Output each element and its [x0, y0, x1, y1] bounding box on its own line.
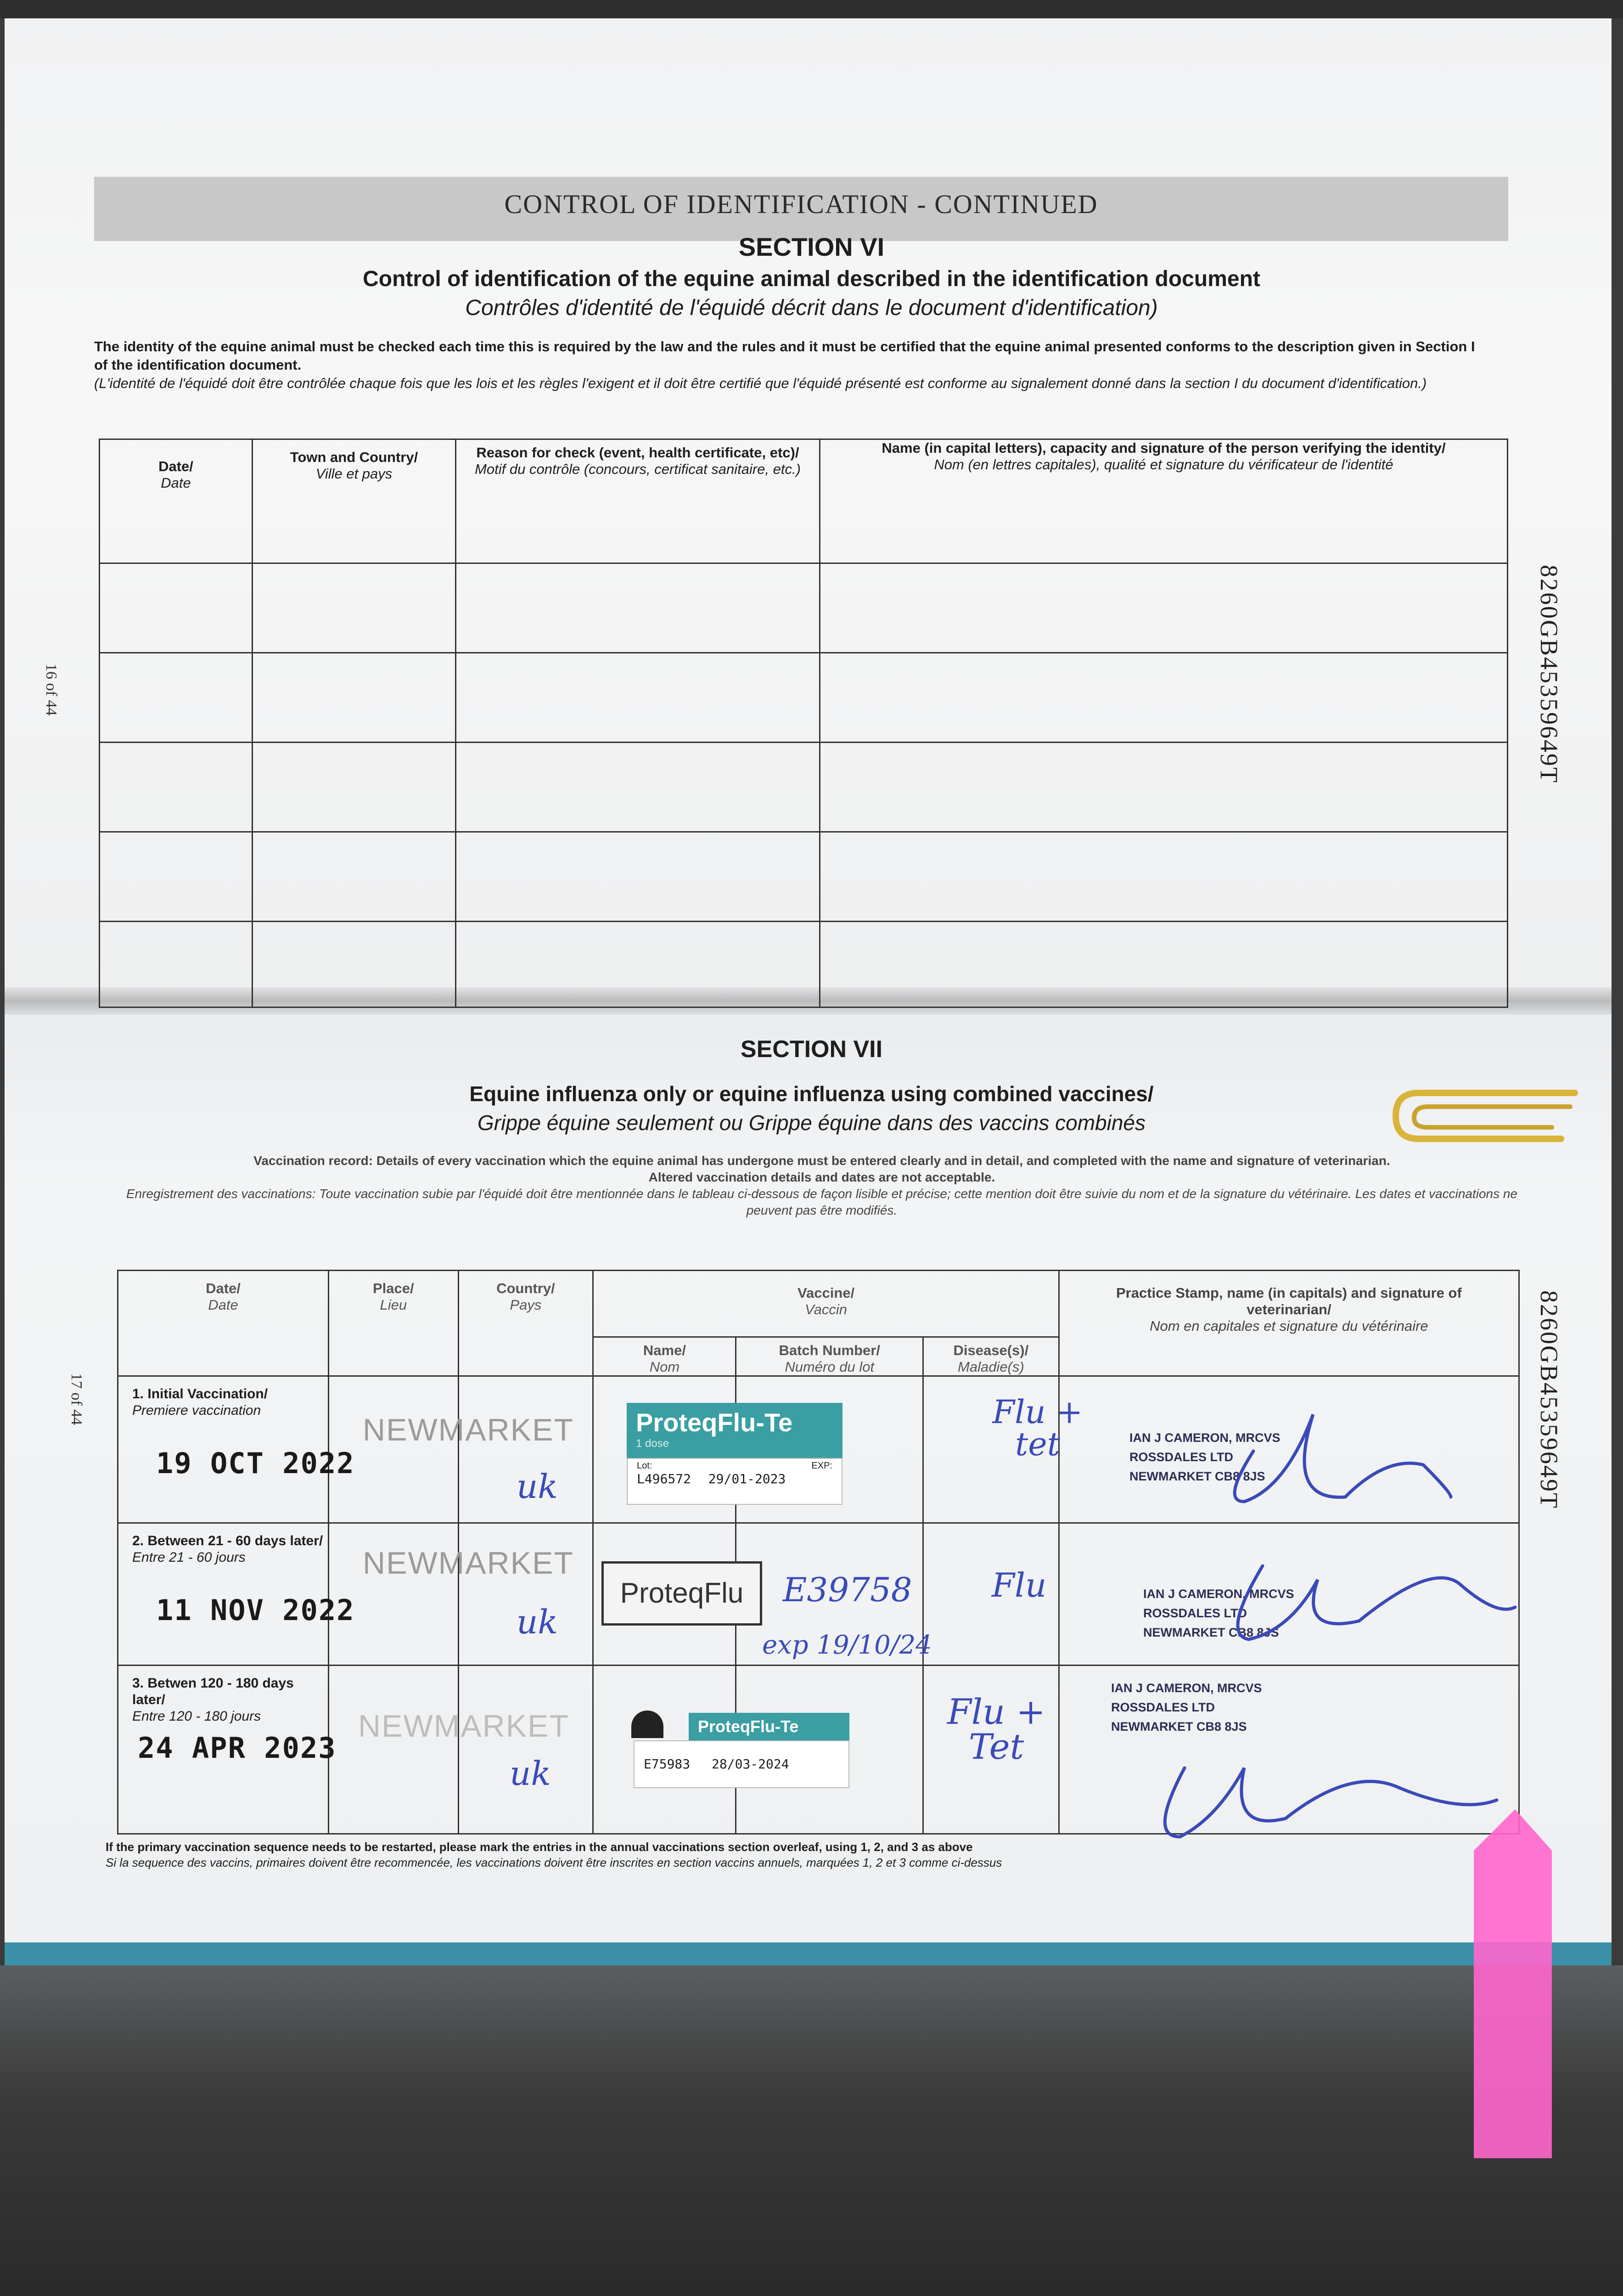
footnote-fr: Si la sequence des vaccins, primaires doivent être recommencée, les vaccinations doivent être inscrites en section vaccins annuels, marquées 1, 2 et 3 comme ci-dessus: [106, 1856, 1002, 1869]
col-town-en: Town and Country/: [290, 449, 418, 465]
col-town-fr: Ville et pays: [315, 466, 393, 482]
vaccination-record-intro: [124, 1153, 1520, 1219]
row-2-vet-town: NEWMARKET CB8 8JS: [1143, 1626, 1279, 1639]
col-reason: [456, 439, 820, 563]
row-3-country-handwritten: uk: [510, 1754, 551, 1793]
row-2-country-handwritten: uk: [517, 1603, 558, 1641]
identity-row: [100, 922, 1508, 1007]
row-3-vet-name: IAN J CAMERON, MRCVS: [1111, 1681, 1262, 1695]
col-verifier-fr: Nom (en lettres capitales), qualité et signature du vérificateur de l'identité: [934, 456, 1393, 473]
row-1-vaccine-sticker: [627, 1403, 842, 1504]
identity-table-header: [100, 439, 1508, 563]
row-3-place-stamp: NEWMARKET: [358, 1709, 569, 1744]
row-3-disease-handwritten: Flu + Tet: [947, 1691, 1045, 1767]
row-3-sticker-brand: ProteqFlu-Te: [689, 1713, 849, 1740]
row-2-date-stamp: 11 NOV 2022: [156, 1593, 355, 1627]
row-2-batch-expiry: exp 19/10/24: [762, 1630, 932, 1660]
identity-row: [100, 743, 1508, 832]
row-3-signature: [1139, 1727, 1515, 1851]
col-date-en: Date/: [158, 458, 193, 474]
cell[interactable]: [820, 653, 1508, 743]
row-2-vaccine-stamp: ProteqFlu: [601, 1561, 762, 1626]
row-3-country-cell[interactable]: [458, 1666, 593, 1834]
sticker-brand: [627, 1403, 842, 1458]
row-1-date-stamp: 19 OCT 2022: [156, 1446, 355, 1480]
cell[interactable]: [456, 653, 820, 743]
vacc-country-en: Country/: [496, 1280, 555, 1296]
row-2-country-cell[interactable]: [458, 1523, 593, 1666]
page-number-16: 16 of 44: [43, 664, 60, 716]
record-en: Vaccination record: Details of every vaccination which the equine animal has undergone must be entered clearly and in detail, and completed with the name and signature of veterinarian.: [253, 1154, 1390, 1168]
passport-id-number-upper: 8260GB45359649T: [1535, 565, 1563, 784]
row-2-batch-handwritten: E39758: [783, 1570, 912, 1609]
pink-page-tab[interactable]: [1469, 1805, 1556, 2163]
vacc-col-batch: [736, 1337, 923, 1376]
cell[interactable]: [100, 563, 253, 653]
vacc-date-en: Date/: [206, 1280, 241, 1296]
restart-footnote: [106, 1839, 1483, 1870]
scanner-bottom-area: [0, 1965, 1623, 2296]
row-3-label-fr: Entre 120 - 180 jours: [132, 1709, 261, 1724]
row-3-sticker-details: [634, 1740, 849, 1788]
sticker-exp-label: EXP:: [811, 1461, 832, 1471]
vacc-vaccine-en: Vaccine/: [797, 1285, 855, 1301]
sticker-brand-text: ProteqFlu-Te: [636, 1408, 793, 1437]
section-vi-intro: [94, 338, 1490, 393]
section-vii-title-en: Equine influenza only or equine influenza using combined vaccines/: [469, 1082, 1154, 1106]
section-vi-title: SECTION VI: [738, 232, 885, 261]
sticker-dose: 1 dose: [636, 1437, 669, 1450]
row-2-vet-name: IAN J CAMERON, MRCVS: [1143, 1587, 1294, 1601]
sticker-exp: 29/01-2023: [708, 1471, 786, 1486]
cell[interactable]: [100, 922, 253, 1007]
vacc-col-country: [458, 1271, 593, 1376]
identity-row: [100, 832, 1508, 922]
section-vi-title-en: Control of identification of the equine animal described in the identification document: [363, 267, 1260, 291]
footnote-en: If the primary vaccination sequence needs to be restarted, please mark the entries in the annual vaccinations section overleaf, using 1, 2, and 3 as above: [106, 1840, 973, 1854]
cell[interactable]: [100, 653, 253, 743]
col-reason-fr: Motif du contrôle (concours, certificat sanitaire, etc.): [475, 461, 801, 477]
cell[interactable]: [253, 832, 456, 922]
row-3-date-stamp: 24 APR 2023: [138, 1731, 337, 1765]
identity-check-table: [99, 439, 1508, 1008]
row-1-country-handwritten: uk: [517, 1467, 558, 1506]
col-date-fr: Date: [161, 475, 191, 491]
col-date: [100, 439, 253, 563]
row-3-sticker-lot: E75983: [644, 1756, 691, 1772]
row-1-vet-practice: ROSSDALES LTD: [1129, 1450, 1234, 1464]
paperclip-icon: [1387, 1079, 1579, 1171]
vacc-name-fr: Nom: [649, 1359, 680, 1375]
row-2-signature: [1194, 1552, 1533, 1662]
section-vii-title-fr: Grippe équine seulement ou Grippe équine dans des vaccins combinés: [477, 1111, 1146, 1135]
vacc-col-date: [118, 1271, 329, 1376]
vacc-place-fr: Lieu: [380, 1297, 407, 1313]
intro-en: The identity of the equine animal must be checked each time this is required by the law and the rules and it must be certified that the equine animal presented conforms to the description given in Section I of the identification document.: [94, 338, 1475, 373]
vacc-batch-en: Batch Number/: [779, 1342, 880, 1358]
vacc-country-fr: Pays: [510, 1297, 542, 1313]
row-1-signature: [1194, 1396, 1469, 1515]
cell[interactable]: [820, 563, 1508, 653]
cell[interactable]: [456, 922, 820, 1007]
vacc-stamp-fr: Nom en capitales et signature du vétérinaire: [1150, 1318, 1428, 1334]
sticker-details: [627, 1458, 842, 1505]
cell[interactable]: [253, 653, 456, 743]
vacc-name-en: Name/: [643, 1342, 686, 1358]
vacc-batch-fr: Numéro du lot: [785, 1359, 875, 1375]
vacc-col-disease: [923, 1337, 1059, 1376]
page-number-17: 17 of 44: [68, 1373, 85, 1425]
cell[interactable]: [100, 832, 253, 922]
row-2-disease-handwritten: Flu: [992, 1566, 1047, 1604]
row-2-label-fr: Entre 21 - 60 jours: [132, 1550, 246, 1565]
intro-fr: (L'identité de l'équidé doit être contrôlée chaque fois que les lois et les règles l'exigent et il doit être certifié que l'équidé présenté est conforme au signalement donné dans la section I du document d'identification.): [94, 375, 1427, 391]
section-vi-title-fr: Contrôles d'identité de l'équidé décrit dans le document d'identification): [465, 296, 1158, 320]
vacc-disease-en: Disease(s)/: [953, 1342, 1029, 1358]
cell[interactable]: [253, 563, 456, 653]
row-1-label-en: 1. Initial Vaccination/: [132, 1386, 268, 1401]
cell[interactable]: [820, 832, 1508, 922]
col-verifier: [820, 439, 1508, 563]
vacc-date-fr: Date: [208, 1297, 238, 1313]
vacc-col-stamp: [1059, 1271, 1519, 1376]
vacc-stamp-en: Practice Stamp, name (in capitals) and signature of veterinarian/: [1116, 1285, 1462, 1317]
vacc-disease-fr: Maladie(s): [958, 1359, 1024, 1375]
row-2-label-en: 2. Between 21 - 60 days later/: [132, 1533, 323, 1548]
row-1-vet-name: IAN J CAMERON, MRCVS: [1129, 1431, 1280, 1445]
record-fr: Enregistrement des vaccinations: Toute vaccination subie par l'équidé doit être mentionnée dans le tableau ci-dessous de façon lisible et précise; cette mention doit être suivie du nom et de la signature du vétérinaire. Les dates et vaccinations ne peuvent pas être modifiés.: [126, 1187, 1518, 1217]
vacc-col-place: [329, 1271, 458, 1376]
identity-row: [100, 563, 1508, 653]
row-2-vet-practice: ROSSDALES LTD: [1143, 1606, 1247, 1620]
cell[interactable]: [820, 743, 1508, 832]
identity-row: [100, 653, 1508, 743]
cell[interactable]: [253, 922, 456, 1007]
sticker-lot-label: Lot:: [637, 1461, 652, 1471]
continued-banner: CONTROL OF IDENTIFICATION - CONTINUED: [94, 177, 1508, 241]
row-1-label-fr: Premiere vaccination: [132, 1403, 261, 1418]
passport-cover-edge: [5, 1942, 1612, 1965]
col-reason-en: Reason for check (event, health certificate, etc)/: [476, 445, 799, 461]
scanner-top-edge: [0, 0, 1623, 18]
row-1-place-stamp: NEWMARKET: [363, 1412, 574, 1447]
cell[interactable]: [253, 743, 456, 832]
row-3-label-en: 3. Betwen 120 - 180 days later/: [132, 1676, 294, 1707]
row-2-place-stamp: NEWMARKET: [363, 1546, 574, 1581]
row-3-place-cell[interactable]: [329, 1666, 458, 1834]
cell[interactable]: [100, 743, 253, 832]
vacc-place-en: Place/: [372, 1280, 414, 1296]
col-verifier-en: Name (in capital letters), capacity and signature of the person verifying the identity/: [882, 440, 1446, 456]
record-en-altered: Altered vaccination details and dates are not acceptable.: [648, 1170, 995, 1184]
cell[interactable]: [820, 922, 1508, 1007]
col-town: [253, 439, 456, 563]
cell[interactable]: [456, 563, 820, 653]
passport-id-number-lower: 8260GB45359649T: [1535, 1290, 1563, 1509]
cell[interactable]: [456, 832, 820, 922]
vacc-col-name: [593, 1337, 736, 1376]
row-3-vet-practice: ROSSDALES LTD: [1111, 1700, 1215, 1714]
cell[interactable]: [456, 743, 820, 832]
sticker-lot: L496572: [637, 1471, 691, 1486]
row-1-vet-town: NEWMARKET CB8 8JS: [1129, 1469, 1265, 1483]
vacc-vaccine-fr: Vaccin: [805, 1301, 848, 1317]
row-1-disease-handwritten: Flu + tet: [992, 1393, 1083, 1463]
section-vii-title: SECTION VII: [740, 1036, 883, 1063]
row-3-vaccine-sticker: [634, 1713, 849, 1786]
vacc-col-vaccine: [593, 1271, 1059, 1337]
row-3-vet-town: NEWMARKET CB8 8JS: [1111, 1720, 1247, 1733]
row-3-sticker-exp: 28/03-2024: [712, 1756, 789, 1772]
